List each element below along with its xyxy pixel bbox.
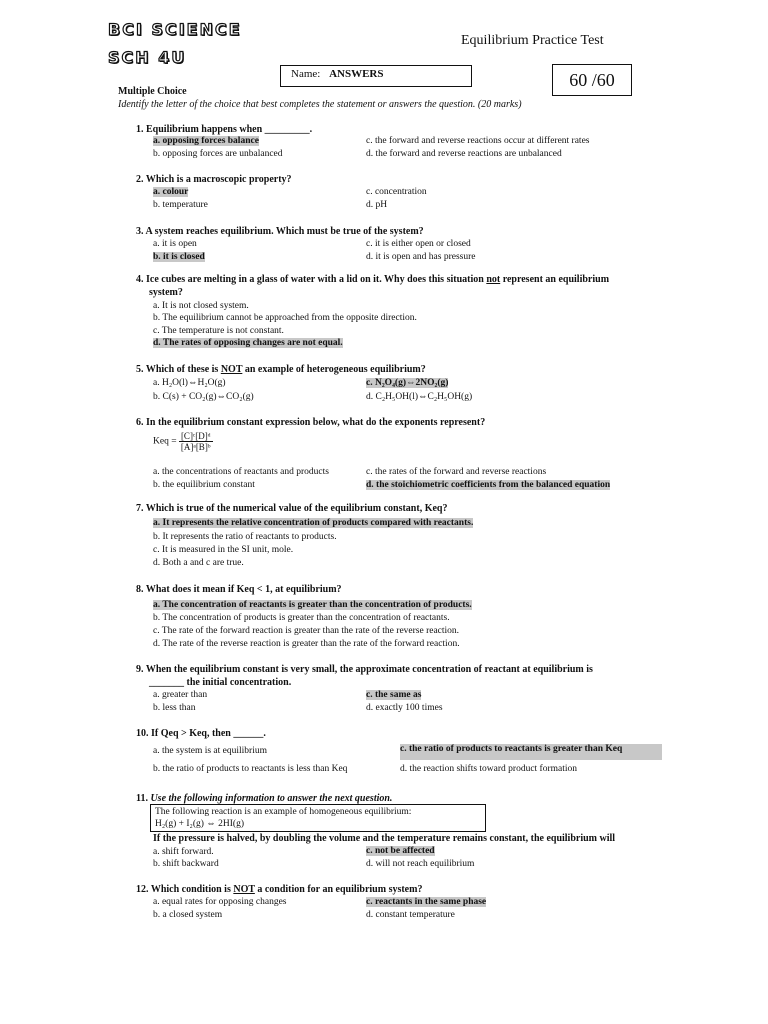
question-7-option-c: c. It is measured in the SI unit, mole. xyxy=(153,545,294,555)
expression-numerator: [C]ᶜ[D]ᵈ xyxy=(180,431,211,441)
question-11-info-box xyxy=(150,804,486,832)
question-8-stem: 8. What does it mean if Keq < 1, at equilibrium? xyxy=(136,584,342,595)
question-5-option-d: d. C₂H₅OH(l)⇔C₂H₅OH(g) xyxy=(366,392,473,402)
question-3-option-b: b. it is closed xyxy=(153,252,205,262)
question-12-option-d: d. constant temperature xyxy=(366,910,455,920)
info-box-line1: The following reaction is an example of homogeneous equilibrium: xyxy=(155,807,412,817)
question-10-option-b: b. the ratio of products to reactants is less than Keq xyxy=(153,764,348,774)
question-7-option-d: d. Both a and c are true. xyxy=(153,558,244,568)
question-9-option-c: c. the same as xyxy=(366,690,422,700)
question-12-stem-end: a condition for an equilibrium system? xyxy=(254,884,423,895)
question-4-stem-line2: system? xyxy=(149,287,183,298)
question-5-stem-not: NOT xyxy=(220,364,243,375)
question-5-option-b: b. C(s) + CO₂(g)⇔CO₂(g) xyxy=(153,392,254,402)
question-1-stem: 1. Equilibrium happens when _________. xyxy=(136,124,313,135)
question-4-option-b: b. The equilibrium cannot be approached from the opposite direction. xyxy=(153,313,417,323)
question-11-instruction: Use the following information to answer the next question. xyxy=(150,793,393,804)
info-box-reaction: H₂(g) + I₂(g) ⇔ 2HI(g) xyxy=(155,819,245,829)
question-8-option-a: a. The concentration of reactants is greater than the concentration of products. xyxy=(153,600,472,610)
question-5-stem-end: an example of heterogeneous equilibrium? xyxy=(242,364,426,375)
question-5-stem-start: 5. Which of these is xyxy=(136,364,221,375)
test-title: Equilibrium Practice Test xyxy=(461,33,604,48)
name-label: Name: xyxy=(291,68,321,80)
question-1-option-b: b. opposing forces are unbalanced xyxy=(153,149,283,159)
question-9-stem-line2: _______ the initial concentration. xyxy=(149,677,292,688)
question-6-option-d: d. the stoichiometric coefficients from the balanced equation xyxy=(366,480,611,490)
question-10-option-d: d. the reaction shifts toward product formation xyxy=(400,764,578,774)
name-value: ANSWERS xyxy=(329,68,384,80)
question-5-option-a: a. H₂O(l)⇔H₂O(g) xyxy=(153,378,226,388)
question-2-option-a: a. colour xyxy=(153,187,189,197)
question-11-number: 11. xyxy=(136,793,148,804)
question-12-stem xyxy=(136,884,422,895)
question-11-option-b: b. shift backward xyxy=(153,859,219,869)
question-4-stem xyxy=(136,274,609,285)
expression-denominator: [A]ᵃ[B]ᵇ xyxy=(180,442,211,452)
question-12-option-a: a. equal rates for opposing changes xyxy=(153,897,287,907)
expression-lhs: Keq = xyxy=(153,436,177,447)
question-11-option-a: a. shift forward. xyxy=(153,847,214,857)
question-4-option-d: d. The rates of opposing changes are not equal. xyxy=(153,338,343,348)
question-3-stem: 3. A system reaches equilibrium. Which must be true of the system? xyxy=(136,226,424,237)
question-2-option-b: b. temperature xyxy=(153,200,208,210)
question-9-stem: 9. When the equilibrium constant is very small, the approximate concentration of reactant at equilibrium is xyxy=(136,664,593,675)
question-10-stem: 10. If Qeq > Keq, then ______. xyxy=(136,728,266,739)
question-11-stem2: If the pressure is halved, by doubling the volume and the temperature remains constant, the equilibrium will xyxy=(153,833,616,844)
question-12-stem-start: 12. Which condition is xyxy=(136,884,234,895)
question-8-option-d: d. The rate of the reverse reaction is greater than the rate of the forward reaction. xyxy=(153,639,460,649)
question-11-stem xyxy=(136,793,392,804)
score-box: 60 /60 xyxy=(552,64,632,96)
question-2-option-c: c. concentration xyxy=(366,187,427,197)
question-6-stem: 6. In the equilibrium constant expression below, what do the exponents represent? xyxy=(136,417,486,428)
question-6-option-c: c. the rates of the forward and reverse reactions xyxy=(366,467,547,477)
question-9-option-d: d. exactly 100 times xyxy=(366,703,443,713)
question-4-option-c: c. The temperature is not constant. xyxy=(153,326,284,336)
equilibrium-expression xyxy=(153,431,213,452)
question-12-stem-not: NOT xyxy=(233,884,255,895)
question-3-option-c: c. it is either open or closed xyxy=(366,239,471,249)
question-12-option-b: b. a closed system xyxy=(153,910,223,920)
section-title: Multiple Choice xyxy=(118,86,187,97)
name-box xyxy=(280,65,472,87)
question-5-option-c: c. N₂O₄(g)⇔2NO₂(g) xyxy=(366,378,449,388)
question-1-option-c: c. the forward and reverse reactions occur at different rates xyxy=(366,136,590,146)
question-8-option-b: b. The concentration of products is greater than the concentration of reactants. xyxy=(153,613,450,623)
question-4-stem-start: 4. Ice cubes are melting in a glass of water with a lid on it. Why does this situation xyxy=(136,274,487,285)
question-4-stem-not: not xyxy=(486,274,501,285)
section-instructions: Identify the letter of the choice that best completes the statement or answers the question. (20 marks) xyxy=(118,99,522,110)
question-3-option-d: d. it is open and has pressure xyxy=(366,252,476,262)
question-10-option-a: a. the system is at equilibrium xyxy=(153,746,267,756)
question-4-option-a: a. It is not closed system. xyxy=(153,301,249,311)
question-11-option-d: d. will not reach equilibrium xyxy=(366,859,475,869)
question-9-option-a: a. greater than xyxy=(153,690,208,700)
question-6-option-b: b. the equilibrium constant xyxy=(153,480,255,490)
question-9-option-b: b. less than xyxy=(153,703,196,713)
question-2-stem: 2. Which is a macroscopic property? xyxy=(136,174,292,185)
question-5-stem xyxy=(136,364,426,375)
school-logo-line2: SCH 4U xyxy=(108,48,187,67)
question-7-stem: 7. Which is true of the numerical value of the equilibrium constant, Keq? xyxy=(136,503,448,514)
question-1-option-a: a. opposing forces balance xyxy=(153,136,259,146)
question-10-option-c: c. the ratio of products to reactants is greater than Keq xyxy=(400,744,662,760)
question-7-option-a: a. It represents the relative concentration of products compared with reactants. xyxy=(153,518,474,528)
question-12-option-c: c. reactants in the same phase xyxy=(366,897,487,907)
question-6-option-a: a. the concentrations of reactants and products xyxy=(153,467,329,477)
question-11-option-c: c. not be affected xyxy=(366,846,435,856)
question-1-option-d: d. the forward and reverse reactions are unbalanced xyxy=(366,149,562,159)
question-2-option-d: d. pH xyxy=(366,200,388,210)
question-7-option-b: b. It represents the ratio of reactants to products. xyxy=(153,532,337,542)
question-8-option-c: c. The rate of the forward reaction is greater than the rate of the reverse reaction. xyxy=(153,626,460,636)
school-logo-line1: BCI SCIENCE xyxy=(108,20,242,39)
question-3-option-a: a. it is open xyxy=(153,239,197,249)
question-4-stem-end: represent an equilibrium xyxy=(500,274,610,285)
expression-fraction xyxy=(179,431,213,452)
